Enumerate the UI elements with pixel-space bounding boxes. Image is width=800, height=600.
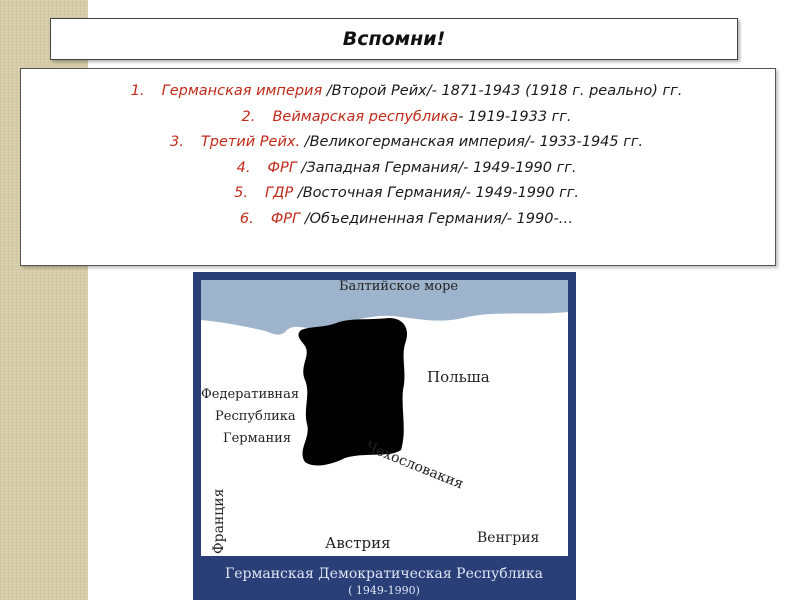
- history-list: [21, 69, 775, 232]
- list-item: [21, 207, 775, 233]
- frg-label-line3: Германия: [223, 431, 292, 446]
- item-number: 4.: [236, 159, 251, 176]
- list-item: [21, 156, 775, 182]
- czechoslovakia-label: Чехословакия: [363, 438, 466, 493]
- title-box: [50, 18, 738, 60]
- baltic-sea-label: Балтийское море: [339, 279, 459, 294]
- frg-label-line2: Республика: [215, 409, 296, 424]
- item-name: ФРГ: [270, 210, 301, 227]
- item-detail: /Объединенная Германия/- 1990-…: [300, 210, 574, 227]
- gdr-map: [193, 272, 576, 600]
- map-years: ( 1949-1990): [348, 584, 420, 597]
- list-item: [21, 181, 775, 207]
- map-svg: [193, 272, 576, 600]
- france-label: Франция: [211, 488, 227, 554]
- list-item: [21, 130, 775, 156]
- item-name: Германская империя: [161, 83, 323, 99]
- list-item: [21, 79, 775, 105]
- frg-label-line1: Федеративная: [201, 387, 300, 402]
- item-detail: /Великогерманская империя/- 1933-1945 гг.: [300, 134, 644, 150]
- item-number: 3.: [169, 134, 184, 150]
- history-list-box: [20, 68, 776, 266]
- poland-label: Польша: [427, 368, 490, 386]
- gdr-territory: [298, 318, 407, 465]
- slide-title: Вспомни!: [342, 28, 446, 50]
- hungary-label: Венгрия: [477, 530, 540, 546]
- item-number: 2.: [241, 108, 256, 125]
- item-number: 5.: [234, 185, 248, 201]
- item-detail: - 1919-1933 гг.: [458, 108, 572, 125]
- map-caption: Германская Демократическая Республика: [224, 566, 544, 582]
- item-name: ФРГ: [267, 159, 297, 176]
- item-number: 6.: [239, 210, 254, 227]
- austria-label: Австрия: [325, 534, 391, 552]
- item-detail: /Второй Рейх/- 1871-1943 (1918 г. реально) гг.: [322, 83, 683, 99]
- list-item: [21, 105, 775, 131]
- item-detail: /Восточная Германия/- 1949-1990 гг.: [293, 185, 579, 201]
- item-name: Веймарская республика: [272, 108, 459, 125]
- item-detail: /Западная Германия/- 1949-1990 гг.: [296, 159, 577, 176]
- item-name: ГДР: [265, 185, 294, 201]
- item-number: 1.: [130, 83, 145, 99]
- item-name: Третий Рейх.: [200, 134, 301, 150]
